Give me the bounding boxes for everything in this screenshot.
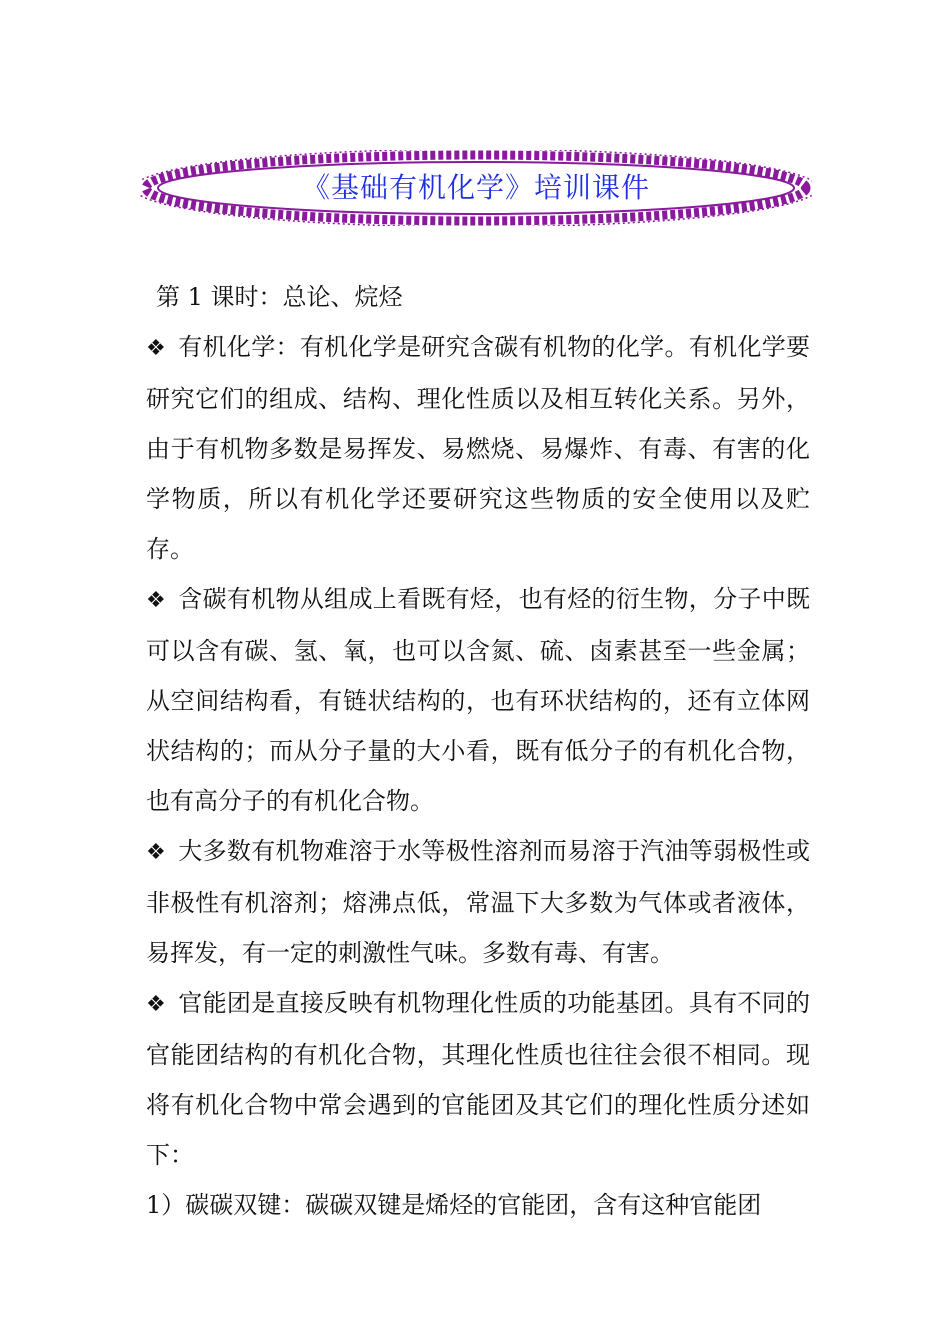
diamond-bullet-icon: ❖ — [146, 840, 166, 865]
paragraph-text: 含碳有机物从组成上看既有烃，也有烃的衍生物，分子中既可以含有碳、氢、氧，也可以含氮、硫、卤素甚至一些金属；从空间结构看，有链状结构的，也有环状结构的，还有立体网状结构的；而从分子量的大小看，既有低分子的有机化合物，也有高分子的有机化合物。 — [146, 585, 810, 815]
document-body — [146, 272, 810, 1230]
diamond-bullet-icon: ❖ — [146, 588, 166, 613]
diamond-bullet-icon: ❖ — [146, 336, 166, 361]
paragraph-3 — [146, 826, 810, 978]
lesson-heading: 第 1 课时：总论、烷烃 — [156, 283, 403, 311]
list-item-1: 1）碳碳双键：碳碳双键是烯烃的官能团，含有这种官能团 — [146, 1191, 762, 1219]
title-banner — [140, 150, 812, 226]
paragraph-text: 有机化学：有机化学是研究含碳有机物的化学。有机化学要研究它们的组成、结构、理化性质以及相互转化关系。另外，由于有机物多数是易挥发、易燃烧、易爆炸、有毒、有害的化学物质，所以有机化学还要研究这些物质的安全使用以及贮存。 — [146, 333, 810, 563]
document-title: 《基础有机化学》培训课件 — [301, 171, 650, 204]
paragraph-text: 大多数有机物难溶于水等极性溶剂而易溶于汽油等弱极性或非极性有机溶剂；熔沸点低，常温下大多数为气体或者液体，易挥发，有一定的刺激性气味。多数有毒、有害。 — [146, 837, 810, 967]
paragraph-text: 官能团是直接反映有机物理化性质的功能基团。具有不同的官能团结构的有机化合物，其理化性质也往往会很不相同。现将有机化合物中常会遇到的官能团及其它们的理化性质分述如下： — [146, 989, 810, 1169]
paragraph-4 — [146, 978, 810, 1180]
paragraph-1 — [146, 322, 810, 574]
diamond-bullet-icon: ❖ — [146, 992, 166, 1017]
paragraph-2 — [146, 574, 810, 826]
